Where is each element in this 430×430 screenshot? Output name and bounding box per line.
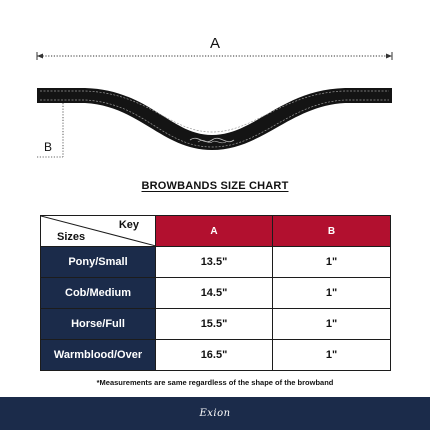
table-row	[41, 247, 391, 278]
column-header-a: A	[156, 216, 273, 247]
corner-sizes-label: Sizes	[57, 231, 86, 243]
value-a: 15.5"	[156, 309, 273, 340]
value-a: 16.5"	[156, 340, 273, 371]
size-name: Horse/Full	[41, 309, 156, 340]
size-name: Cob/Medium	[41, 278, 156, 309]
dimension-a	[37, 52, 392, 60]
size-name: Warmblood/Over	[41, 340, 156, 371]
browband-diagram	[0, 0, 430, 170]
size-chart-table	[40, 215, 391, 371]
value-b: 1"	[273, 340, 391, 371]
label-a: A	[209, 35, 221, 52]
brand-logo: Exion	[199, 408, 231, 419]
table-row	[41, 278, 391, 309]
footer-bar	[0, 397, 430, 430]
corner-cell	[41, 216, 156, 247]
corner-key-label: Key	[118, 219, 139, 231]
table-row	[41, 340, 391, 371]
value-b: 1"	[273, 309, 391, 340]
value-a: 14.5"	[156, 278, 273, 309]
browband-image	[37, 88, 392, 150]
chart-title: BROWBANDS SIZE CHART	[141, 180, 289, 192]
value-b: 1"	[273, 278, 391, 309]
column-header-b: B	[273, 216, 391, 247]
label-b: B	[43, 140, 53, 154]
table-header-row	[41, 216, 391, 247]
size-name: Pony/Small	[41, 247, 156, 278]
footnote: *Measurements are same regardless of the shape of the browband	[96, 378, 334, 387]
table-row	[41, 309, 391, 340]
value-b: 1"	[273, 247, 391, 278]
value-a: 13.5"	[156, 247, 273, 278]
